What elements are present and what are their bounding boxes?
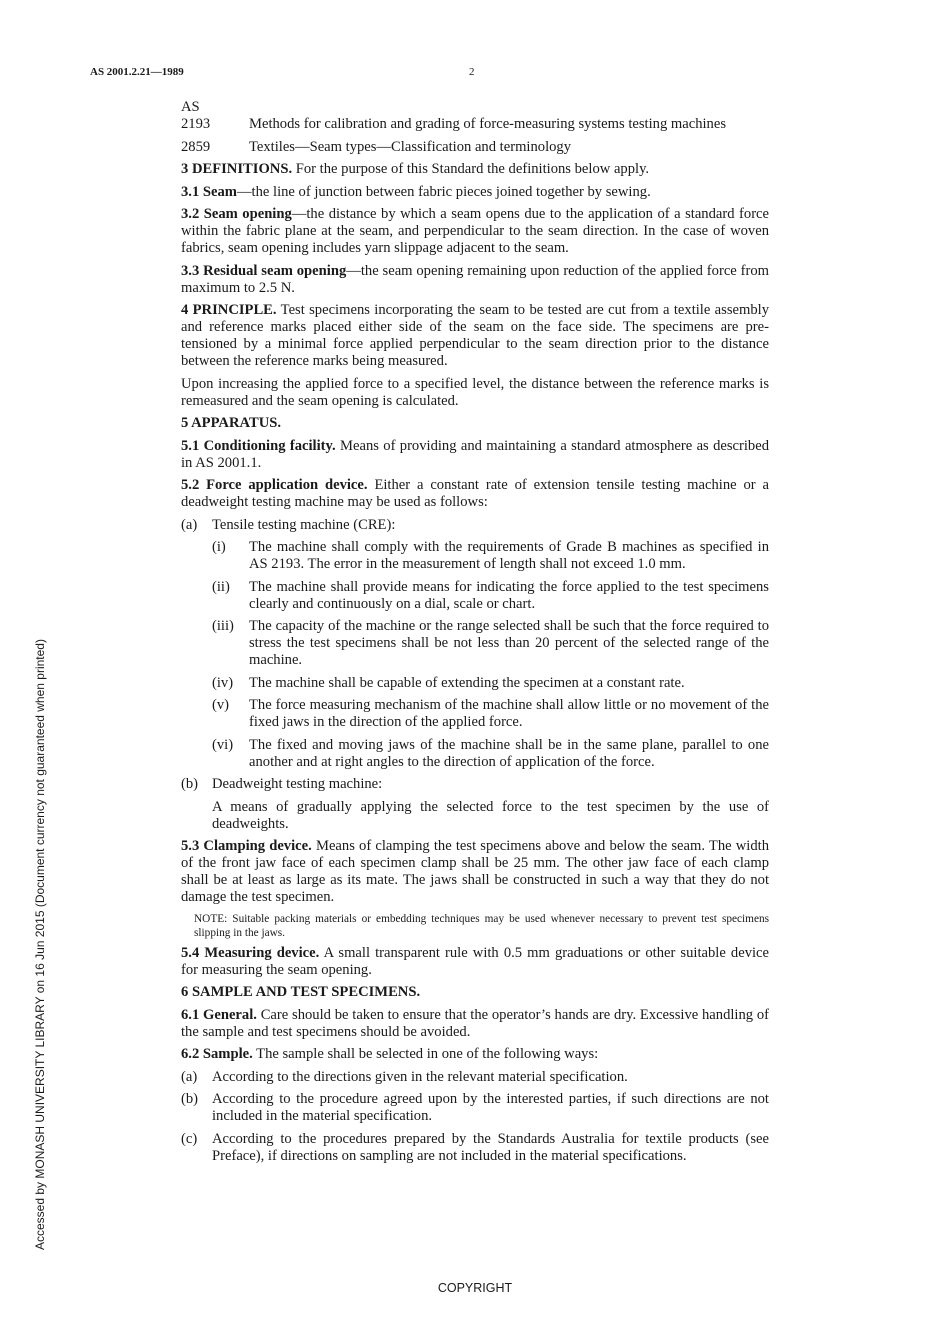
section-3-definitions [181,161,769,178]
list-marker: (b) [181,1091,199,1107]
access-watermark: Accessed by MONASH UNIVERSITY LIBRARY on 16 Jun 2015 (Document currency not guaranteed when printed) [33,639,47,1250]
section-heading: 5.2 Force application device. [181,477,368,493]
sub-list-item [212,697,769,731]
sub-list-text: The machine shall provide means for indicating the force applied to the test specimens clearly and continuously on a dial, scale or chart. [249,578,769,612]
section-5-apparatus: 5 APPARATUS. [181,415,281,431]
list-text: According to the directions given in the relevant material specification. [212,1068,628,1085]
section-heading: 3 DEFINITIONS. [181,161,293,177]
standard-row [181,139,769,156]
section-heading: 6.1 General. [181,1006,257,1023]
list-text: Deadweight testing machine: [212,776,383,792]
section-5-3 [181,838,769,906]
sub-list-text: The machine shall be capable of extending the specimen at a constant rate. [249,674,685,691]
list-text: According to the procedures prepared by the Standards Australia for textile products (see Preface), if directions on sampling are not included in the material specifications. [212,1130,769,1164]
list-marker: (b) [181,776,199,792]
page-body [181,99,769,1170]
definition-text: —the line of junction between fabric pieces joined together by sewing. [236,183,651,200]
sub-list-item [212,737,769,771]
sub-list-marker: (v) [212,697,230,713]
list-item [181,1091,769,1125]
definition-text: —the seam opening remaining upon reduction of the applied force from maximum to 2.5 N. [181,262,770,296]
section-6-1 [181,1007,769,1041]
standard-title: Methods for calibration and grading of force-measuring systems testing machines [249,116,727,132]
sub-list-text: The force measuring mechanism of the machine shall allow little or no movement of the fixed jaws in the direction of the applied force. [249,697,769,730]
sub-list-marker: (iii) [212,618,234,634]
section-4-principle [181,302,769,370]
list-marker: (c) [181,1130,198,1147]
definition-term: 3.3 Residual seam opening [181,262,347,279]
definition-seam [181,184,769,201]
list-text: Tensile testing machine (CRE): [212,516,396,533]
sub-list-item [212,675,769,692]
definition-term: 3.1 Seam [181,183,237,200]
section-5-4 [181,945,769,979]
section-text: The sample shall be selected in one of the following ways: [256,1046,599,1062]
copyright-footer: COPYRIGHT [437,1281,513,1295]
list-item [181,776,769,793]
clamping-note: NOTE: Suitable packing materials or embedding techniques may be used whenever necessary to prevent test specimens slipping in the jaws. [194,912,769,939]
definition-seam-opening [181,206,769,257]
standard-title: Textiles—Seam types—Classification and terminology [249,138,572,155]
deadweight-description: A means of gradually applying the selected force to the test specimen by the use of deadweights. [212,798,769,832]
standard-number: 2859 [181,138,211,155]
list-item [181,517,769,534]
list-marker: (a) [181,1068,198,1085]
list-text: According to the procedure agreed upon by the interested parties, if such directions are not included in the material specification. [212,1091,769,1124]
section-text: Either a constant rate of extension tensile testing machine or a deadweight testing machine may be used as follows: [181,477,769,510]
definition-text: —the distance by which a seam opens due to the application of a standard force within the fabric plane at the seam, and perpendicular to the seam direction. In the case of woven fabrics, seam opening includes yarn slippage adjacent to the seam. [181,206,770,256]
sub-list-marker: (iv) [212,674,234,691]
sub-list-text: The fixed and moving jaws of the machine shall be in the same plane, parallel to one another and at right angles to the direction of application of the force. [249,736,769,770]
standard-number: 2193 [181,116,211,132]
section-heading: 4 PRINCIPLE. [181,302,277,318]
section-6-sample: 6 SAMPLE AND TEST SPECIMENS. [181,984,421,1000]
document-code: AS 2001.2.21—1989 [90,66,184,78]
section-text: Means of providing and maintaining a standard atmosphere as described in AS 2001.1. [181,437,769,471]
sub-list-marker: (vi) [212,736,234,753]
sub-list-text: The machine shall comply with the requirements of Grade B machines as specified in AS 2193. The error in the measurement of length shall not exceed 1.0 mm. [249,539,769,572]
page-number: 2 [469,66,475,78]
list-marker: (a) [181,516,198,533]
sub-list-marker: (i) [212,539,226,555]
sub-list-item [212,539,769,573]
list-item [181,1069,769,1086]
section-5-1 [181,438,769,472]
section-heading: 6.2 Sample. [181,1046,253,1062]
sub-list-item [212,618,769,669]
section-text: A small transparent rule with 0.5 mm graduations or other suitable device for measuring the seam opening. [181,944,769,978]
definition-residual-seam-opening [181,263,769,297]
sub-list-text: The capacity of the machine or the range selected shall be such that the force required to stress the test specimens shall be not less than 20 percent of the selected range of the machine. [249,618,769,668]
referenced-standards [181,99,769,156]
principle-paragraph: Upon increasing the applied force to a specified level, the distance between the reference marks is remeasured and the seam opening is calculated. [181,375,769,409]
sub-list-item [212,579,769,613]
section-5-2 [181,477,769,511]
definition-term: 3.2 Seam opening [181,206,292,222]
section-text: Care should be taken to ensure that the operator’s hands are dry. Excessive handling of the sample and test specimens should be avoided. [181,1006,769,1040]
section-heading: 5.4 Measuring device. [181,944,320,961]
section-text: Test specimens incorporating the seam to be tested are cut from a textile assembly and reference marks placed either side of the seam on the face side. The specimens are pre-tensioned by a minimal force applied perpendicular to the seam direction prior to the distance between the reference marks being measured. [181,302,769,369]
section-text: For the purpose of this Standard the definitions below apply. [295,161,650,177]
list-item [181,1131,769,1165]
section-heading: 5.1 Conditioning facility. [181,437,336,454]
standard-row [181,116,769,133]
sub-list-marker: (ii) [212,578,230,595]
section-text: Means of clamping the test specimens above and below the seam. The width of the front jaw face of each specimen clamp shall be 25 mm. The other jaw face of each clamp shall be at least as large as its mate. The jaws shall be constructed in such a way that they do not damage the test specimen. [181,838,770,905]
standards-heading: AS [181,99,200,115]
section-6-2 [181,1046,769,1063]
section-heading: 5.3 Clamping device. [181,838,312,854]
